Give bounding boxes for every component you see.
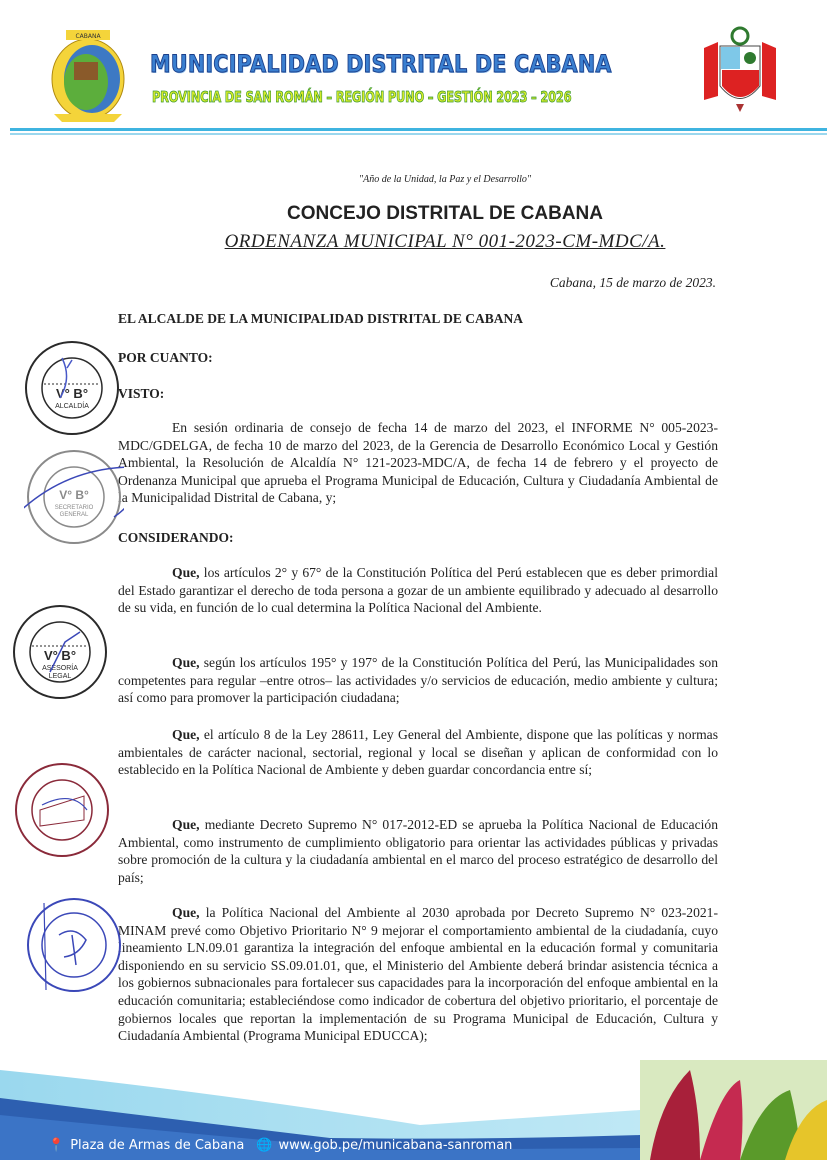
svg-text:SECRETARIO: SECRETARIO (54, 505, 94, 511)
por-cuanto-heading: POR CUANTO: (118, 350, 213, 365)
clause-paragraph (118, 564, 718, 617)
stamp-asesoria-legal (10, 602, 110, 707)
header-title: MUNICIPALIDAD DISTRITAL DE CABANA (150, 50, 612, 78)
clause-text: la Política Nacional del Ambiente al 2030 aprobada por Decreto Supremo N° 023-2021-MINAM prevé como Objetivo Prioritario N° 9 mejorar el comportamiento ambiental de la ciudadanía, cuyo lineamiento LN.09.01 garantiza la integración del enfoque ambiental en la educación formal y comunitaria disponiendo en su servicio SS.09.01.01, que, el Ministerio del Ambiente deberá brindar asistencia técnica a los gobiernos subnacionales para fortalecer sus capacidades para la incorporación del enfoque ambiental en la educación comunitaria; estableciéndose como indicador de cobertura del objetivo prioritario, el porcentaje de gobiernos locales que reportan la implementación de su Programa Municipal de Educación, Cultura y Ciudadanía Ambiental (Programa Municipal EDUCCA); (118, 905, 718, 1044)
stamp-presupuesto (12, 760, 112, 865)
footer-address: Plaza de Armas de Cabana (70, 1138, 245, 1153)
clause-paragraph (118, 726, 718, 779)
header-divider-secondary (10, 133, 827, 135)
stamp-municipal-seal (24, 895, 124, 1000)
svg-text:ALCALDÍA: ALCALDÍA (55, 403, 89, 410)
visto-heading: VISTO: (118, 386, 165, 401)
clause-lead: Que, (172, 817, 200, 832)
clause-text: según los artículos 195° y 197° de la Constitución Política del Perú, las Municipalidades son competentes para regular –entre otros– las actividades y/o servicios de educación, medio ambiente y cultura; así como para promover la participación ciudadana; (118, 655, 718, 706)
considerando-heading: CONSIDERANDO: (118, 530, 234, 545)
left-logo-text: CABANA (75, 33, 101, 40)
header-subtitle: PROVINCIA DE SAN ROMÁN – REGIÓN PUNO – GESTIÓN 2023 – 2026 (152, 88, 572, 106)
peru-coat-of-arms-logo (700, 26, 780, 116)
council-title: CONCEJO DISTRITAL DE CABANA (287, 203, 603, 224)
footer-website[interactable]: www.gob.pe/municabana-sanroman (278, 1138, 513, 1153)
svg-text:ASESORÍA: ASESORÍA (42, 665, 78, 672)
svg-text:LEGAL: LEGAL (48, 673, 72, 680)
svg-text:V° B°: V° B° (59, 488, 89, 502)
clause-lead: Que, (172, 565, 200, 580)
visto-text: En sesión ordinaria de consejo de fecha 14 de marzo del 2023, el INFORME N° 005-2023-MDC/GDELGA, de fecha 10 de marzo del 2023, de la Gerencia de Desarrollo Económico Local y Gestión Ambiental, la Resolución de Alcaldía N° 121-2023-MDC/A, de fecha 14 de febrero y el proyecto de Ordenanza Municipal que aprueba el Programa Municipal de Educación, Cultura y Ciudadanía Ambiental de la Municipalidad Distrital de Cabana, y; (118, 420, 718, 506)
svg-text:V° B°: V° B° (43, 648, 77, 663)
visto-paragraph (118, 419, 718, 507)
stamp-secretario-general (24, 447, 124, 552)
clause-lead: Que, (172, 905, 200, 920)
year-motto: "Año de la Unidad, la Paz y el Desarrollo" (358, 174, 532, 185)
clause-text: los artículos 2° y 67° de la Constitución Política del Perú establecen que es deber primordial del Estado garantizar el derecho de toda persona a gozar de un ambiente equilibrado y adecuado al desarrollo de su vida, en función de lo cual determina la Política Nacional del Ambiente. (118, 565, 718, 616)
globe-icon: 🌐 (256, 1138, 273, 1153)
clause-lead: Que, (172, 655, 200, 670)
mayor-heading: EL ALCALDE DE LA MUNICIPALIDAD DISTRITAL DE CABANA (118, 311, 523, 326)
stamp-alcaldia (22, 338, 122, 443)
svg-text:GENERAL: GENERAL (59, 512, 89, 518)
footer-contact (48, 1138, 512, 1153)
clause-paragraph (118, 816, 718, 886)
ordinance-number: ORDENANZA MUNICIPAL N° 001-2023-CM-MDC/A. (224, 231, 666, 252)
clause-text: el artículo 8 de la Ley 28611, Ley General del Ambiente, dispone que las políticas y normas ambientales de carácter nacional, sectorial, regional y local se diseñan y aplican de conformidad con lo establecido en la Política Nacional de Ambiente y deben guardar concordancia entre sí; (118, 727, 718, 778)
clause-paragraph (118, 904, 718, 1045)
svg-text:V° B°: V° B° (55, 386, 89, 401)
clause-text: mediante Decreto Supremo N° 017-2012-ED se aprueba la Política Nacional de Educación Ambiental, como instrumento de cumplimiento obligatorio para orientar las actividades públicas y privadas sobre promoción de la cultura y la ciudadanía ambiental en el marco del proceso estratégico de desarrollo del país; (118, 817, 718, 885)
left-logo (44, 24, 132, 124)
document-date: Cabana, 15 de marzo de 2023. (549, 275, 716, 290)
header-divider (10, 128, 827, 131)
clause-paragraph (118, 654, 718, 707)
clause-lead: Que, (172, 727, 200, 742)
location-pin-icon: 📍 (48, 1138, 65, 1153)
